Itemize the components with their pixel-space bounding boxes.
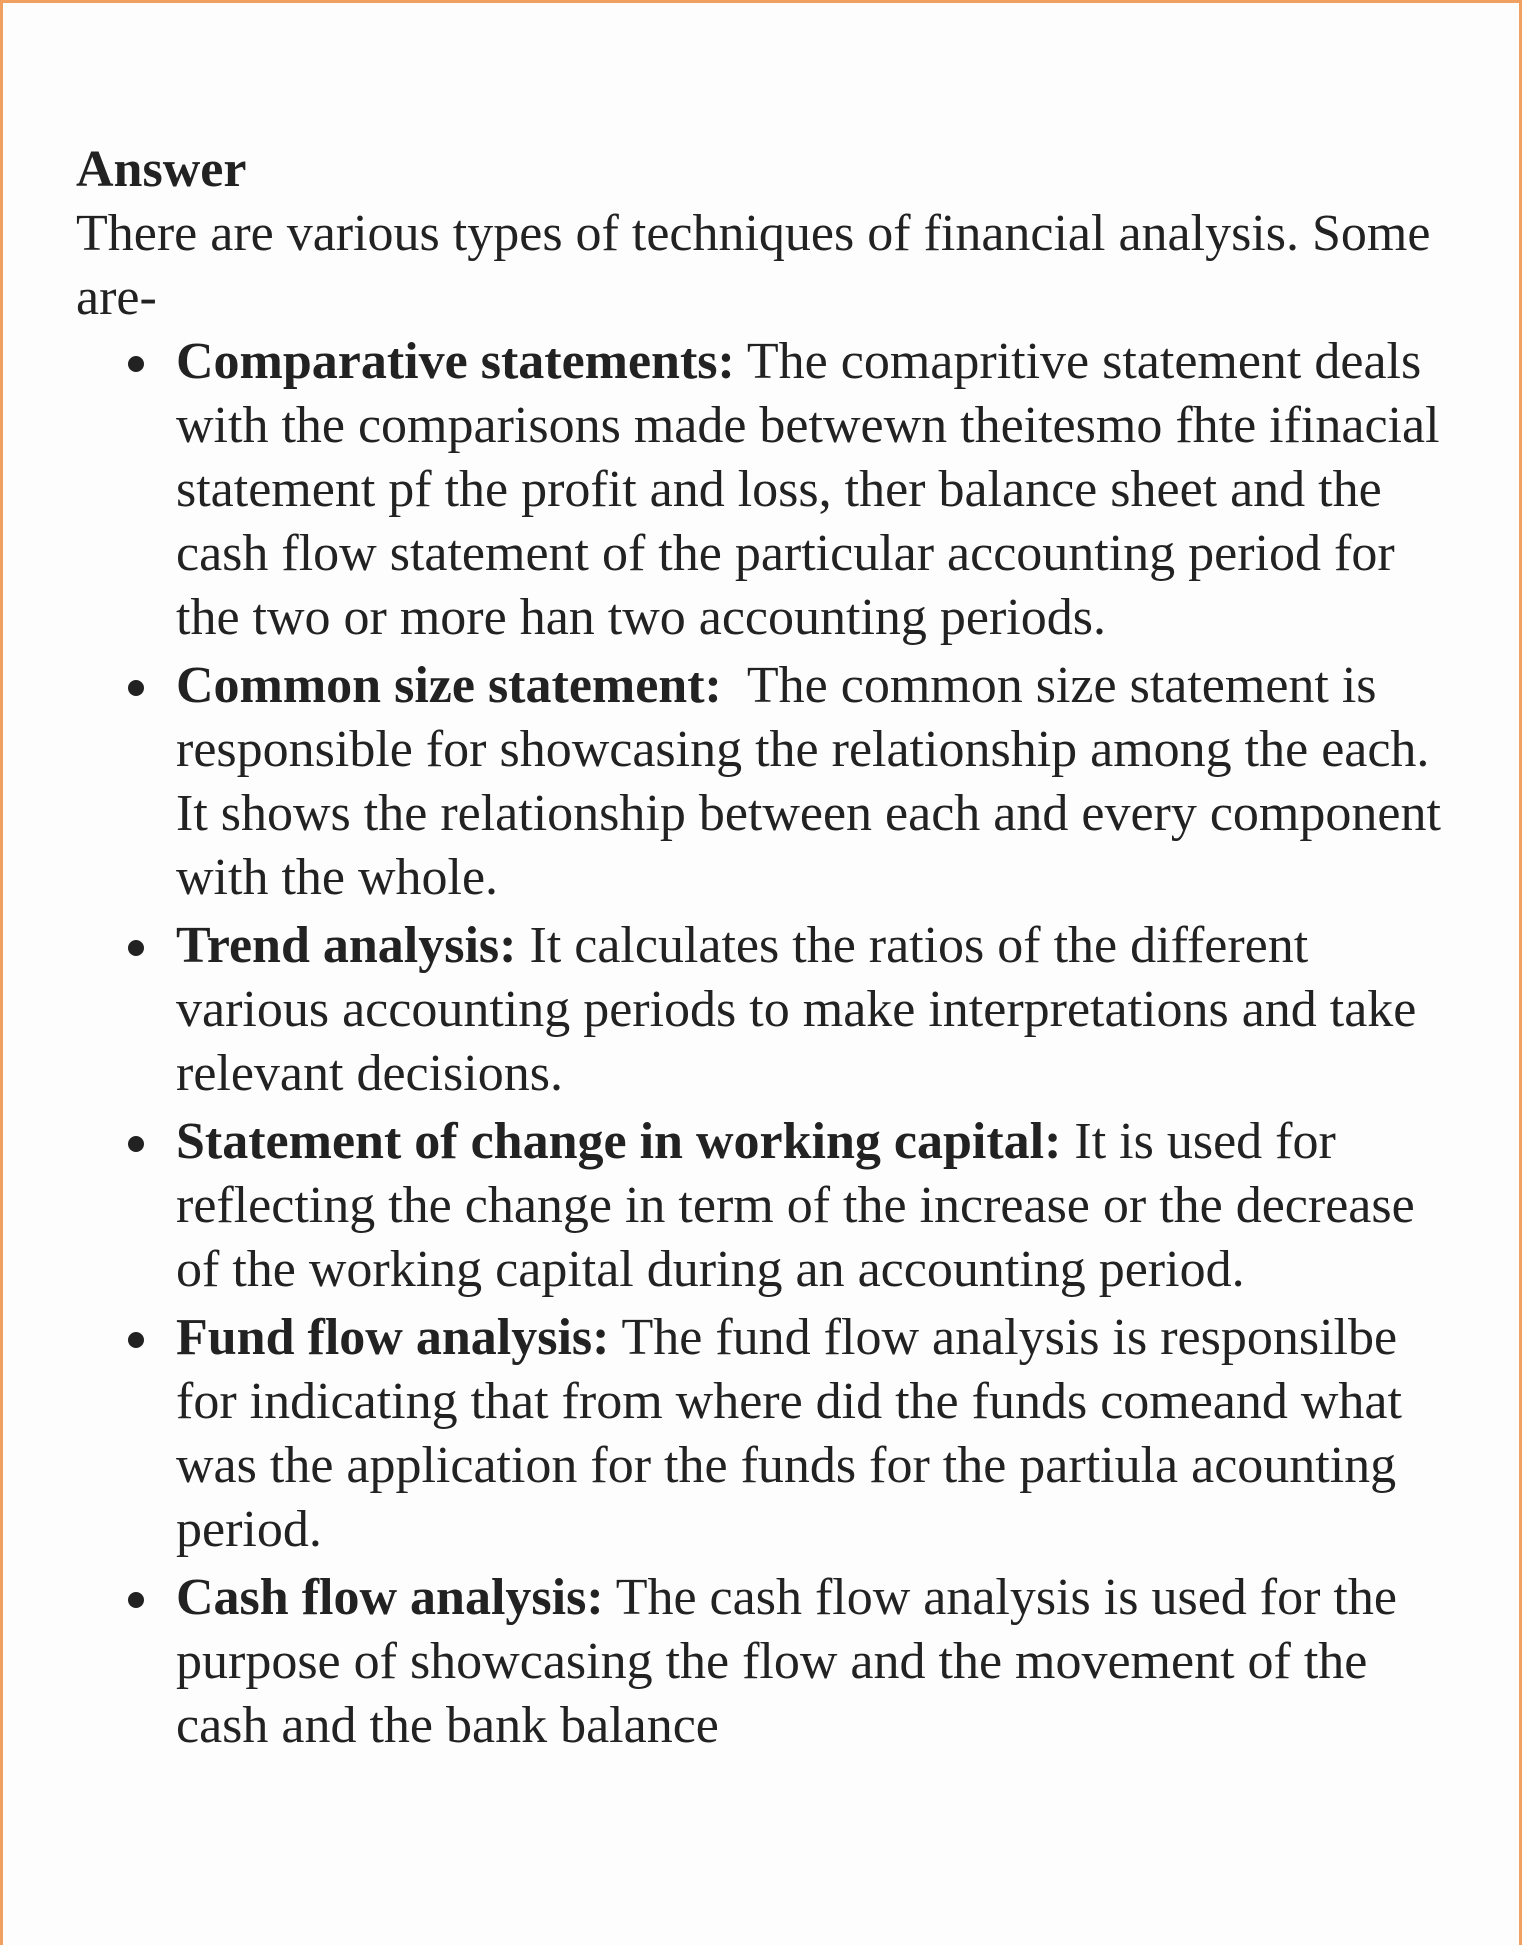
item-description: The comapritive statement deals with the comparisons made betwewn theitesmo fhte ifinacial statement pf the profit and loss, ther balance sheet and the cash flow statement of the particular accounting period for the two or more han two accounting periods. [176,333,1440,646]
bullet-icon [128,940,144,956]
answer-heading: Answer [76,141,247,198]
item-description: It is used for reflecting the change in term of the increase or the decrease of the working capital during an accounting period. [176,1113,1415,1298]
item-term: Statement of change in working capital: [176,1113,1062,1170]
list-item [76,330,1456,650]
item-description: The cash flow analysis is used for the purpose of showcasing the flow and the movement of the cash and the bank balance [176,1569,1397,1754]
item-description: The common size statement is responsible for showcasing the relationship among the each. It shows the relationship between each and every component with the whole. [176,657,1454,906]
item-term: Comparative statements: [176,333,735,390]
bullet-icon [128,1592,144,1608]
bullet-icon [128,356,144,372]
techniques-list [76,330,1456,1758]
bullet-icon [128,1136,144,1152]
item-term: Common size statement: [176,657,722,714]
list-item [76,654,1456,910]
item-description: It calculates the ratios of the different various accounting periods to make interpretations and take relevant decisions. [176,917,1417,1102]
item-term: Trend analysis: [176,917,517,974]
bullet-icon [128,680,144,696]
list-item [76,1110,1456,1302]
item-term: Cash flow analysis: [176,1569,604,1626]
intro-text: There are various types of techniques of financial analysis. Some are- [76,205,1431,326]
bullet-icon [128,1332,144,1348]
list-item [76,914,1456,1106]
item-description: The fund flow analysis is responsilbe for indicating that from where did the funds comeand what was the application for the funds for the partiula acounting period. [176,1309,1402,1558]
list-item [76,1306,1456,1562]
item-term: Fund flow analysis: [176,1309,610,1366]
answer-content [76,138,1456,1762]
list-item [76,1566,1456,1758]
